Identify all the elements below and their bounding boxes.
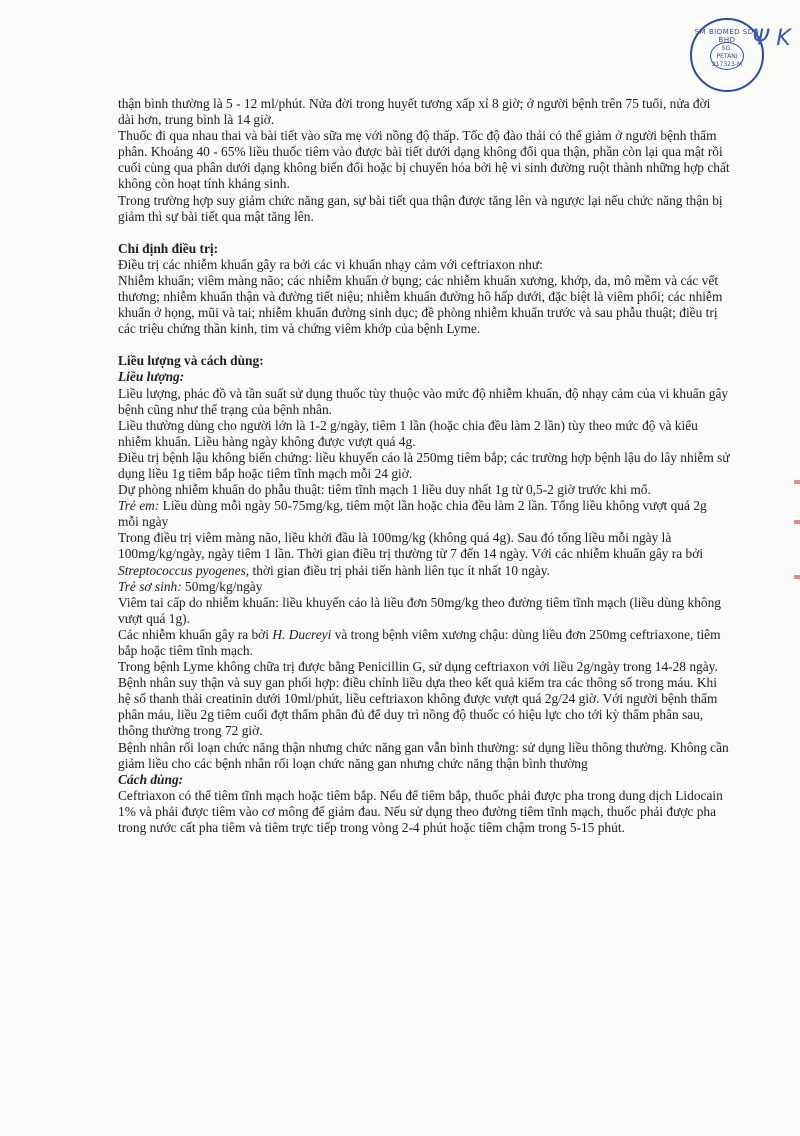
children-label: Trẻ em: — [118, 498, 160, 514]
pk-paragraph-2: Thuốc đi qua nhau thai và bài tiết vào sữa mẹ với nồng độ thấp. Tốc độ đào thải có thể giảm ở người bệnh thẩm phân. Khoảng 40 - 65% liều thuốc tiêm vào được bài tiết dưới dạng không đổi qua thận, phần còn lại qua mật rồi cuối cùng qua phân dưới dạng không biến đổi hoặc bị chuyển hóa bởi hệ vi sinh đường ruột thành những hợp chất không còn hoạt tính kháng sinh. — [118, 128, 730, 192]
stamp-ring-text: SM BIOMED SDN BHD — [694, 28, 760, 44]
ducreyi-text-b: và trong bệnh viêm xương chậu: dùng liều đơn 250mg ceftriaxone, tiêm bắp hoặc tiêm tĩnh mạch. — [118, 626, 721, 658]
dosage-paragraph-1: Liều lượng, phác đồ và tần suất sử dụng thuốc tùy thuộc vào mức độ nhiễm khuẩn, độ nhạy cảm của vi khuẩn gây bệnh cũng như thể trạng của bệnh nhân. — [118, 385, 729, 417]
dosage-paragraph-4: Dự phòng nhiễm khuẩn do phẫu thuật: tiêm tĩnh mạch 1 liều duy nhất 1g từ 0,5-2 giờ trước khi mổ. — [118, 482, 651, 498]
otitis-dosage: Viêm tai cấp do nhiễm khuẩn: liều khuyến cáo là liều đơn 50mg/kg theo đường tiêm tĩnh mạch (liều dùng không vượt quá 1g). — [118, 594, 721, 626]
renal-hepatic-dosage: Bệnh nhân suy thận và suy gan phối hợp: điều chỉnh liều dựa theo kết quả kiểm tra các thông số trong máu. Khi hệ số thanh thải creatinin dưới 10ml/phút, liều ceftriaxon không được vượt quá 2g/24 giờ. Với người bệnh thẩm phân máu, liều 2g tiêm cuối đợt thẩm phân đủ để duy trì nồng độ thuốc có hiệu lực cho tới kỳ thẩm phân sau, thông thường trong 72 giờ. — [118, 675, 718, 739]
stamp-reg: SG. PETANI — [716, 45, 738, 60]
meningitis-species: Streptococcus pyogenes — [118, 562, 246, 578]
dosage-paragraph-2: Liều thường dùng cho người lớn là 1-2 g/ngày, tiêm 1 lần (hoặc chia đều làm 2 lần) tùy theo mức độ và kiểu nhiễm khuẩn. Liều hàng ngày không được vượt quá 4g. — [118, 417, 698, 449]
ducreyi-dosage — [118, 627, 730, 659]
indications-paragraph-2: Nhiễm khuẩn; viêm màng não; các nhiễm khuẩn ở bụng; các nhiễm khuẩn xương, khớp, da, mô mềm và các vết thương; nhiễm khuẩn thận và đường tiết niệu; nhiễm khuẩn đường hô hấp dưới, đặc biệt là viêm phổi; các nhiễm khuẩn ở họng, mũi và tai; nhiễm khuẩn đường sinh dục; đề phòng nhiễm khuẩn trước và sau phẫu thuật; điều trị các triệu chứng thần kinh, tim và chứng viêm khớp của bệnh Lyme. — [118, 272, 723, 337]
pk-paragraph-3: Trong trường hợp suy giảm chức năng gan, sự bài tiết qua thận được tăng lên và ngược lại nếu chức năng thận bị giảm thì sự bài tiết qua mật tăng lên. — [118, 192, 723, 224]
document-body — [118, 96, 730, 836]
stamp-code: 217323-M — [711, 61, 743, 68]
newborn-label: Trẻ sơ sinh: — [118, 578, 182, 594]
indications-heading: Chỉ định điều trị: — [118, 240, 219, 256]
children-text: Liều dùng mỗi ngày 50-75mg/kg, tiêm một lần hoặc chia đều làm 2 lần. Tổng liều không vượt quá 2g mỗi ngày — [118, 498, 707, 530]
lyme-dosage: Trong bệnh Lyme không chữa trị được bằng Penicillin G, sử dụng ceftriaxon với liều 2g/ngày trong 14-28 ngày. — [118, 659, 718, 675]
indications-paragraph-1: Điều trị các nhiễm khuẩn gây ra bởi các vi khuẩn nhạy cảm với ceftriaxon như: — [118, 256, 543, 272]
newborn-text: 50mg/kg/ngày — [181, 578, 263, 594]
scan-mark — [794, 575, 800, 579]
administration-paragraph: Ceftriaxon có thể tiêm tĩnh mạch hoặc tiêm bắp. Nếu để tiêm bắp, thuốc phải được pha trong dung dịch Lidocain 1% và phải được tiêm vào cơ mông để giảm đau. Nếu sử dụng theo đường tiêm tĩnh mạch, thuốc phải được pha trong nước cất pha tiêm và tiêm trực tiếp trong vòng 2-4 phút hoặc tiêm chậm trong 5-15 phút. — [118, 787, 723, 836]
dosage-subheading: Liều lượng: — [118, 369, 185, 385]
scan-mark — [794, 480, 800, 484]
ducreyi-text-a: Các nhiễm khuẩn gây ra bởi — [118, 626, 273, 642]
children-dosage — [118, 498, 730, 530]
pk-paragraph-1: thận bình thường là 5 - 12 ml/phút. Nửa đời trong huyết tương xấp xỉ 8 giờ; ở người bệnh trên 75 tuổi, nửa đời dài hơn, trung bình là 14 giờ. — [118, 96, 711, 128]
dosage-paragraph-3: Điều trị bệnh lậu không biến chứng: liều khuyến cáo là 250mg tiêm bắp; các trường hợp bệnh lậu do lây nhiễm sử dụng liều 1g tiêm bắp hoặc tiêm tĩnh mạch mỗi 24 giờ. — [118, 449, 730, 481]
dosage-heading: Liều lượng và cách dùng: — [118, 353, 264, 369]
meningitis-text-b: , thời gian điều trị phải tiến hành liên tục ít nhất 10 ngày. — [245, 562, 550, 578]
ducreyi-species: H. Ducreyi — [272, 626, 332, 642]
stamp-inner — [710, 42, 744, 70]
administration-subheading: Cách dùng: — [118, 771, 184, 787]
renal-disorder-dosage: Bệnh nhân rối loạn chức năng thận nhưng chức năng gan vẫn bình thường: sử dụng liều thông thường. Không cần giảm liều cho các bệnh nhân rối loạn chức năng gan nhưng chức năng thận bình thường — [118, 739, 729, 771]
newborn-dosage — [118, 579, 730, 595]
meningitis-text-a: Trong điều trị viêm màng não, liều khởi đầu là 100mg/kg (không quá 4g). Sau đó tổng liều mỗi ngày là 100mg/kg/ngày, ngày tiêm 1 lần. Thời gian điều trị thường từ 7 đến 14 ngày. Với các nhiễm khuẩn gây ra bởi — [118, 530, 704, 562]
scan-mark — [794, 520, 800, 524]
signature: Ψ K — [752, 26, 791, 51]
meningitis-dosage — [118, 530, 730, 578]
